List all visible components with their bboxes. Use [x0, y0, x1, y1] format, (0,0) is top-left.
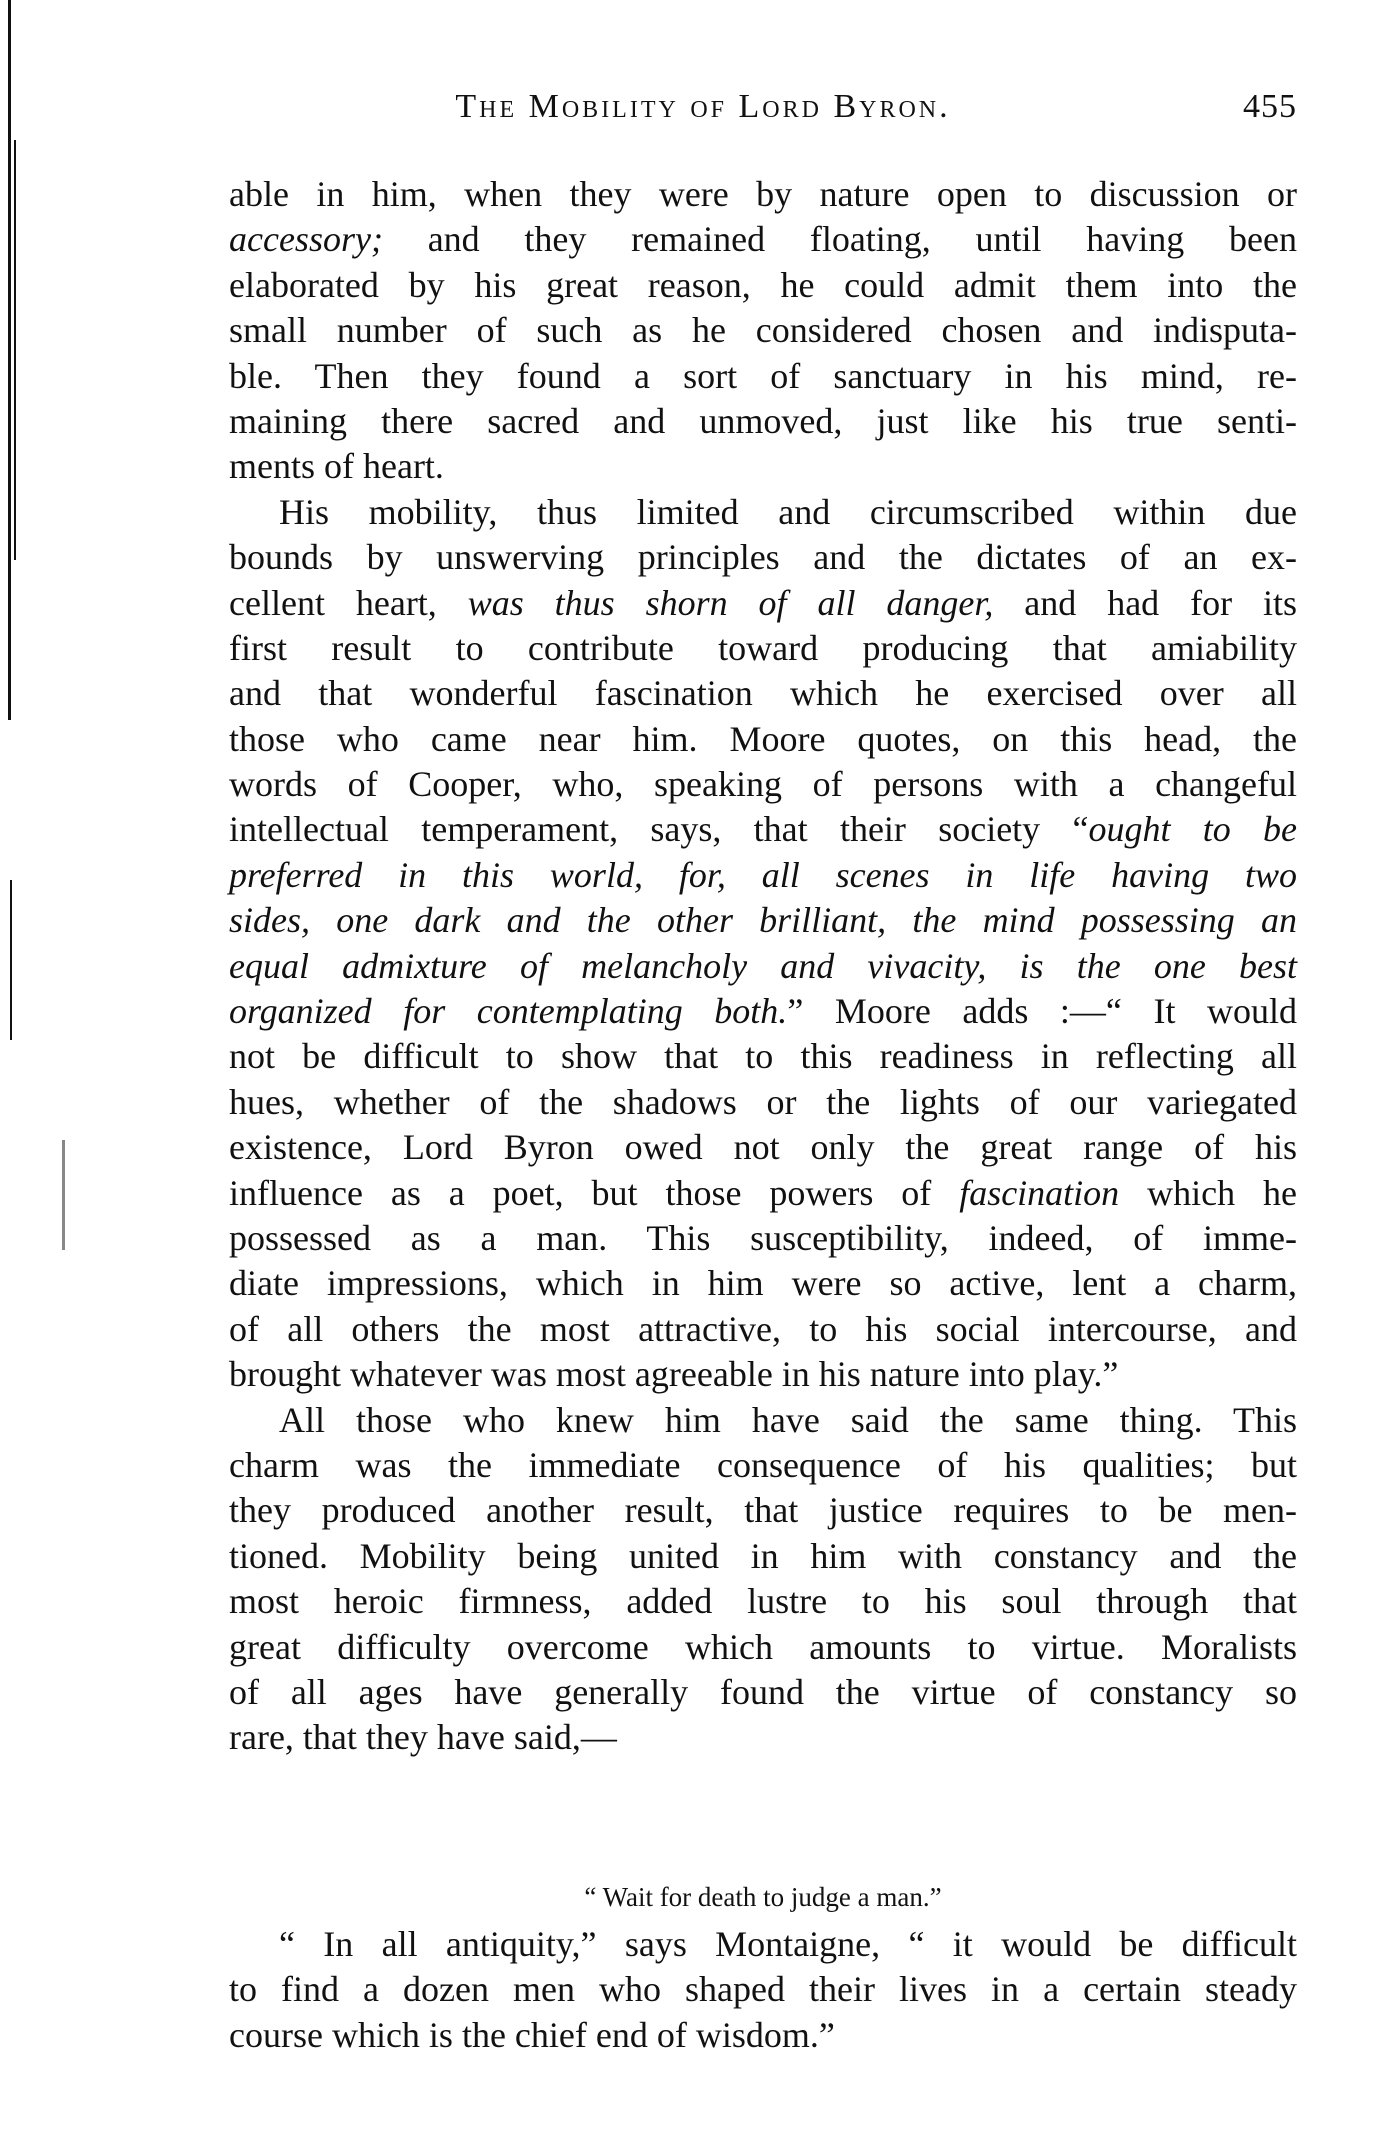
running-title: The Mobility of Lord Byron.: [455, 88, 951, 125]
text-segment: and they remained floating, until having been: [382, 219, 1297, 260]
text-line: [229, 1625, 1297, 1670]
italic-text: was thus shorn of all danger,: [467, 582, 994, 623]
text-segment: words of Cooper, who, speaking of persons with a changeful: [229, 764, 1297, 805]
text-segment: of all ages have generally found the virtue of constancy so: [229, 1671, 1297, 1712]
text-line: [229, 1352, 1297, 1397]
text-segment: maining there sacred and unmoved, just like his true senti-: [229, 400, 1297, 441]
italic-text: organized for contemplating both.: [229, 991, 788, 1032]
text-line: [229, 172, 1297, 217]
text-segment: elaborated by his great reason, he could admit them into the: [229, 264, 1297, 305]
text-segment: those who came near him. Moore quotes, on this head, the: [229, 718, 1297, 759]
text-segment: cellent heart,: [229, 582, 468, 623]
text-line: [229, 1488, 1297, 1533]
text-segment: hues, whether of the shadows or the lights of our variegated: [229, 1081, 1297, 1122]
text-segment: which he: [1119, 1172, 1297, 1213]
italic-text: equal admixture of melancholy and vivacity, is the one best: [229, 945, 1297, 986]
text-segment: bounds by unswerving principles and the dictates of an ex-: [229, 537, 1297, 578]
text-segment: and that wonderful fascination which he exercised over all: [229, 673, 1297, 714]
text-segment: All those who knew him have said the same thing. This: [279, 1399, 1297, 1440]
block-quote: “ Wait for death to judge a man.”: [584, 1882, 942, 1912]
text-segment: “ In all antiquity,” says Montaigne, “ it would be difficult: [279, 1924, 1297, 1964]
text-line: [229, 1171, 1297, 1216]
text-segment: able in him, when they were by nature open to discussion or: [229, 174, 1297, 214]
italic-text: ought to be: [1088, 809, 1297, 850]
text-line: [229, 581, 1297, 626]
text-line: [229, 1261, 1297, 1306]
text-line: [229, 944, 1297, 989]
text-segment: rare, that they have said,—: [229, 1717, 617, 1758]
running-header: [229, 88, 1297, 136]
text-line: [229, 717, 1297, 762]
italic-text: accessory;: [229, 219, 383, 260]
text-segment: and had for its: [993, 582, 1298, 623]
text-line: [229, 853, 1297, 898]
italic-text: fascination: [959, 1172, 1120, 1213]
text-segment: of all others the most attractive, to his social intercourse, and: [229, 1308, 1297, 1349]
text-segment: brought whatever was most agreeable in his nature into play.”: [229, 1354, 1119, 1395]
text-segment: most heroic firmness, added lustre to his soul through that: [229, 1581, 1297, 1622]
text-line: [229, 1534, 1297, 1579]
text-line: [229, 1922, 1297, 1967]
text-segment: not be difficult to show that to this readiness in reflecting all: [229, 1036, 1297, 1077]
text-segment: ” Moore adds :—“ It would: [787, 991, 1297, 1032]
scan-edge-mark: [10, 880, 12, 1040]
text-segment: great difficulty overcome which amounts to virtue. Moralists: [229, 1626, 1297, 1667]
text-line: [229, 1670, 1297, 1715]
text-line: [229, 535, 1297, 580]
text-segment: diate impressions, which in him were so active, lent a charm,: [229, 1263, 1297, 1304]
text-segment: small number of such as he considered chosen and indisputa-: [229, 310, 1297, 351]
text-segment: ments of heart.: [229, 446, 444, 487]
text-segment: His mobility, thus limited and circumscribed within due: [279, 491, 1297, 532]
text-line: [229, 1216, 1297, 1261]
italic-text: sides, one dark and the other brilliant, the mind possessing an: [229, 900, 1297, 941]
text-line: [229, 671, 1297, 716]
scan-edge-mark: [62, 1140, 65, 1250]
text-segment: first result to contribute toward producing that amiability: [229, 627, 1297, 668]
text-segment: course which is the chief end of wisdom.”: [229, 2014, 835, 2055]
text-segment: tioned. Mobility being united in him with constancy and the: [229, 1535, 1297, 1576]
italic-text: preferred in this world, for, all scenes in life having two: [229, 854, 1297, 895]
text-line: [229, 1398, 1297, 1443]
text-line: [229, 762, 1297, 807]
body-text: [229, 172, 1297, 1761]
text-line: [229, 1715, 1297, 1760]
text-line: [229, 308, 1297, 353]
text-segment: charm was the immediate consequence of his qualities; but: [229, 1444, 1297, 1485]
text-line: [229, 354, 1297, 399]
text-segment: they produced another result, that justice requires to be men-: [229, 1490, 1297, 1531]
text-line: [229, 399, 1297, 444]
text-line: [229, 2013, 1297, 2058]
page-number: 455: [1243, 88, 1297, 125]
text-line: [229, 490, 1297, 535]
text-line: [229, 1579, 1297, 1624]
text-segment: possessed as a man. This susceptibility, indeed, of imme-: [229, 1217, 1297, 1258]
text-line: [229, 626, 1297, 671]
text-segment: intellectual temperament, says, that their society “: [229, 809, 1089, 850]
text-line: [229, 898, 1297, 943]
text-segment: ble. Then they found a sort of sanctuary in his mind, re-: [229, 355, 1297, 396]
text-line: [229, 444, 1297, 489]
scan-edge-mark: [8, 0, 11, 720]
text-line: [229, 1307, 1297, 1352]
text-line: [229, 807, 1297, 852]
text-line: [229, 1034, 1297, 1079]
text-line: [229, 217, 1297, 262]
text-line: [229, 1967, 1297, 2012]
text-line: [229, 989, 1297, 1034]
scan-edge-mark: [14, 140, 16, 560]
text-segment: to find a dozen men who shaped their lives in a certain steady: [229, 1969, 1297, 2010]
text-line: [229, 1125, 1297, 1170]
text-segment: influence as a poet, but those powers of: [229, 1172, 960, 1213]
final-paragraph: [229, 1922, 1297, 2058]
text-line: [229, 1080, 1297, 1125]
text-line: [229, 263, 1297, 308]
text-segment: existence, Lord Byron owed not only the great range of his: [229, 1127, 1297, 1168]
text-line: [229, 1443, 1297, 1488]
